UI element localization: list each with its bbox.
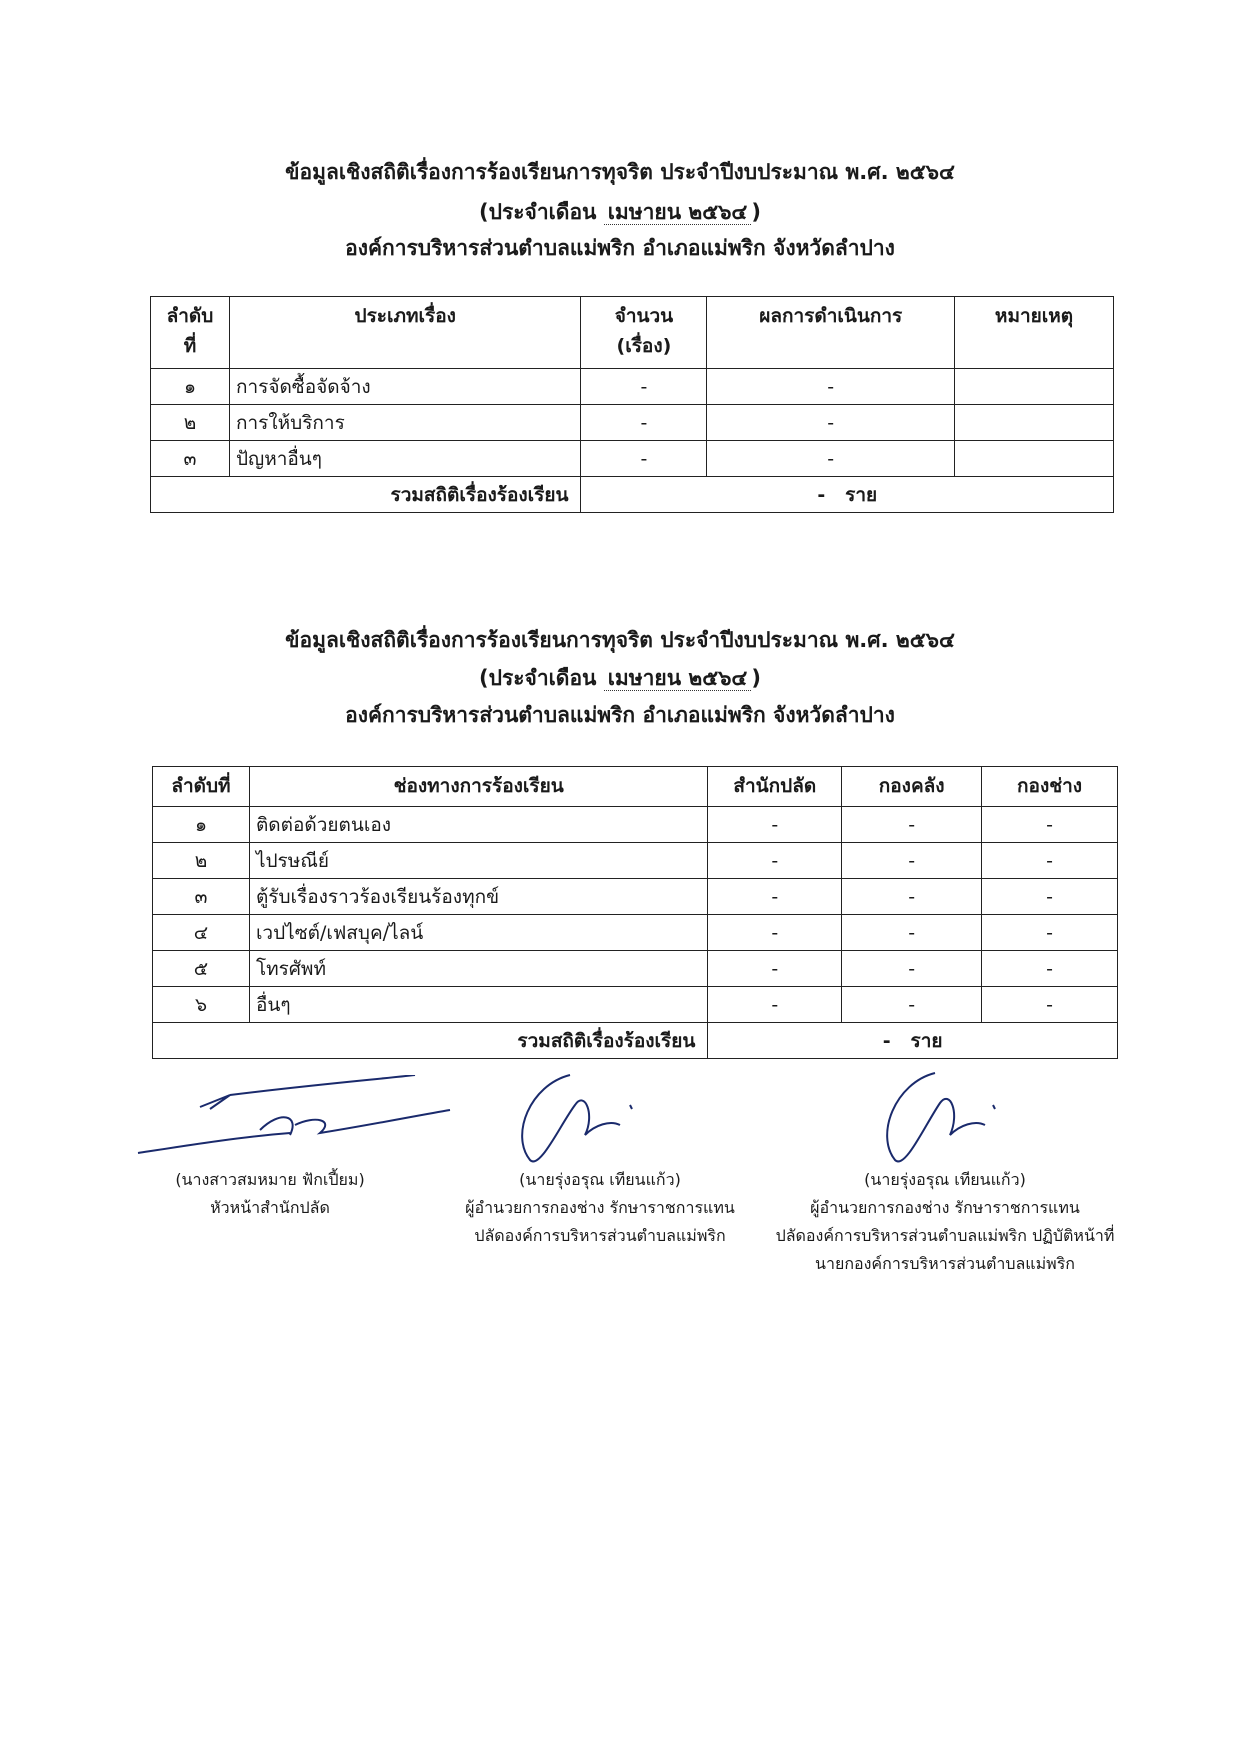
signature-1-scribble — [130, 1075, 460, 1165]
row-no: ๓ — [153, 879, 250, 915]
row-engineering: - — [982, 879, 1118, 915]
row-finance: - — [842, 915, 982, 951]
row-count: - — [581, 441, 707, 477]
complaint-channel-table — [152, 766, 1118, 1059]
row-office: - — [708, 879, 842, 915]
row-engineering: - — [982, 951, 1118, 987]
header-channel: ช่องทางการร้องเรียน — [249, 767, 707, 807]
section1-month-value: เมษายน ๒๕๖๔ — [604, 200, 752, 225]
row-no: ๕ — [153, 951, 250, 987]
total-row — [151, 477, 1114, 513]
table-row — [153, 807, 1118, 843]
row-no: ๔ — [153, 915, 250, 951]
signature-block-1 — [140, 1166, 400, 1222]
signer-position: ปลัดองค์การบริหารส่วนตำบลแม่พริก ปฏิบัติหน้าที่ — [775, 1226, 1115, 1245]
row-no: ๖ — [153, 987, 250, 1023]
row-type: การให้บริการ — [229, 405, 581, 441]
row-finance: - — [842, 843, 982, 879]
row-finance: - — [842, 807, 982, 843]
row-no: ๒ — [153, 843, 250, 879]
signer-position: ผู้อำนวยการกองช่าง รักษาราชการแทน — [465, 1198, 735, 1217]
header-no: ลำดับที่ — [153, 767, 250, 807]
row-finance: - — [842, 951, 982, 987]
row-office: - — [708, 987, 842, 1023]
header-finance: กองคลัง — [842, 767, 982, 807]
section1-title: ข้อมูลเชิงสถิติเรื่องการร้องเรียนการทุจริต ประจำปีงบประมาณ พ.ศ. ๒๕๖๔ — [285, 160, 955, 184]
total-label: รวมสถิติเรื่องร้องเรียน — [153, 1023, 708, 1059]
header-note: หมายเหตุ — [955, 297, 1114, 369]
signer-position: ปลัดองค์การบริหารส่วนตำบลแม่พริก — [474, 1226, 726, 1245]
row-no: ๑ — [151, 369, 230, 405]
row-office: - — [708, 915, 842, 951]
row-channel: ไปรษณีย์ — [249, 843, 707, 879]
signature-block-2 — [430, 1166, 770, 1250]
total-label: รวมสถิติเรื่องร้องเรียน — [151, 477, 581, 513]
signer-position: ผู้อำนวยการกองช่าง รักษาราชการแทน — [810, 1198, 1080, 1217]
row-channel: อื่นๆ — [249, 987, 707, 1023]
header-result: ผลการดำเนินการ — [707, 297, 955, 369]
row-note — [955, 441, 1114, 477]
row-note — [955, 405, 1114, 441]
header-no: ลำดับ ที่ — [151, 297, 230, 369]
table-header-row — [151, 297, 1114, 369]
row-no: ๒ — [151, 405, 230, 441]
row-result: - — [707, 369, 955, 405]
signature-block-3 — [750, 1166, 1140, 1278]
row-engineering: - — [982, 807, 1118, 843]
section2-title: ข้อมูลเชิงสถิติเรื่องการร้องเรียนการทุจริต ประจำปีงบประมาณ พ.ศ. ๒๕๖๔ — [285, 628, 955, 652]
row-finance: - — [842, 987, 982, 1023]
header-count: จำนวน (เรื่อง) — [581, 297, 707, 369]
complaint-type-table — [150, 296, 1114, 513]
row-finance: - — [842, 879, 982, 915]
row-type: การจัดซื้อจัดจ้าง — [229, 369, 581, 405]
row-count: - — [581, 405, 707, 441]
row-channel: ติดต่อด้วยตนเอง — [249, 807, 707, 843]
table-row — [153, 879, 1118, 915]
section2-month-prefix: (ประจำเดือน — [479, 666, 597, 690]
row-note — [955, 369, 1114, 405]
row-no: ๓ — [151, 441, 230, 477]
section2-org: องค์การบริหารส่วนตำบลแม่พริก อำเภอแม่พริก จังหวัดลำปาง — [345, 703, 895, 727]
section2-month-value: เมษายน ๒๕๖๔ — [604, 666, 752, 691]
section1-month-line — [0, 196, 1240, 229]
table-row — [151, 369, 1114, 405]
table-row — [151, 405, 1114, 441]
table-row — [151, 441, 1114, 477]
section1-month-suffix: ) — [751, 200, 761, 224]
total-row — [153, 1023, 1118, 1059]
row-engineering: - — [982, 987, 1118, 1023]
signer-name: (นายรุ่งอรุณ เทียนแก้ว) — [864, 1170, 1026, 1189]
total-value: - ราย — [581, 477, 1114, 513]
table-row — [153, 951, 1118, 987]
signer-name: (นางสาวสมหมาย ฟักเปี้ยม) — [175, 1170, 365, 1189]
signature-2-scribble — [500, 1065, 650, 1175]
row-office: - — [708, 843, 842, 879]
row-engineering: - — [982, 915, 1118, 951]
section2-month-line — [0, 662, 1240, 695]
section2-month-suffix: ) — [751, 666, 761, 690]
section1-org: องค์การบริหารส่วนตำบลแม่พริก อำเภอแม่พริก จังหวัดลำปาง — [345, 236, 895, 260]
signer-position: หัวหน้าสำนักปลัด — [210, 1198, 330, 1217]
header-engineering: กองช่าง — [982, 767, 1118, 807]
row-office: - — [708, 951, 842, 987]
row-result: - — [707, 441, 955, 477]
signer-position: นายกองค์การบริหารส่วนตำบลแม่พริก — [815, 1254, 1075, 1273]
row-count: - — [581, 369, 707, 405]
table-row — [153, 987, 1118, 1023]
row-channel: เวปไซต์/เฟสบุค/ไลน์ — [249, 915, 707, 951]
row-no: ๑ — [153, 807, 250, 843]
section1-month-prefix: (ประจำเดือน — [479, 200, 597, 224]
row-channel: โทรศัพท์ — [249, 951, 707, 987]
total-value: - ราย — [708, 1023, 1118, 1059]
table-row — [153, 843, 1118, 879]
header-office: สำนักปลัด — [708, 767, 842, 807]
table-header-row — [153, 767, 1118, 807]
table-row — [153, 915, 1118, 951]
row-office: - — [708, 807, 842, 843]
row-engineering: - — [982, 843, 1118, 879]
signature-3-scribble — [860, 1065, 1010, 1175]
row-type: ปัญหาอื่นๆ — [229, 441, 581, 477]
header-type: ประเภทเรื่อง — [229, 297, 581, 369]
row-channel: ตู้รับเรื่องราวร้องเรียนร้องทุกข์ — [249, 879, 707, 915]
row-result: - — [707, 405, 955, 441]
signer-name: (นายรุ่งอรุณ เทียนแก้ว) — [519, 1170, 681, 1189]
